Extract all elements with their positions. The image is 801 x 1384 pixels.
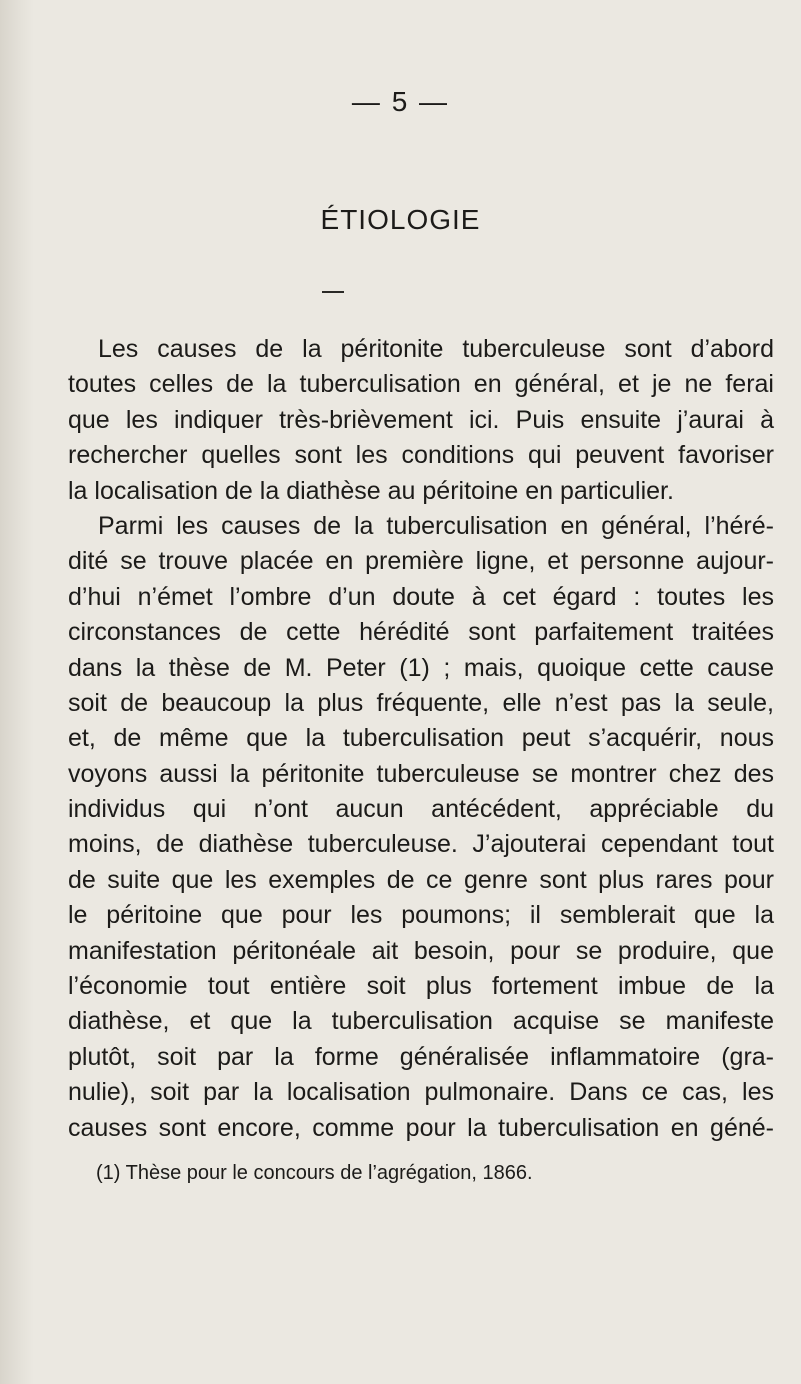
text-line: causes sont encore, comme pour la tuberculisation en géné-	[68, 1113, 774, 1142]
text-line: Les causes de la péritonite tuberculeuse sont d’abord	[98, 335, 774, 363]
text-line: voyons aussi la péritonite tuberculeuse se montrer chez des	[68, 759, 774, 788]
text-line: d’hui n’émet l’ombre d’un doute à cet égard : toutes les	[68, 582, 774, 611]
text-line: moins, de diathèse tuberculeuse. J’ajouterai cependant tout	[68, 830, 774, 859]
text-line: et, de même que la tuberculisation peut s’acquérir, nous	[68, 724, 774, 753]
text-line: l’économie tout entière soit plus fortement imbue de la	[68, 972, 774, 1001]
page-number: — 5 —	[351, 86, 450, 117]
text-line: rechercher quelles sont les conditions qui peuvent favoriser	[68, 441, 774, 470]
text-line: dans la thèse de M. Peter (1) ; mais, quoique cette cause	[68, 653, 774, 682]
text-line: plutôt, soit par la forme généralisée inflammatoire (gra-	[68, 1042, 774, 1071]
title-divider	[322, 291, 344, 293]
text-line: toutes celles de la tuberculisation en général, et je ne ferai	[68, 370, 774, 399]
chapter-title: ÉTIOLOGIE	[320, 204, 481, 235]
text-line: de suite que les exemples de ce genre sont plus rares pour	[68, 865, 774, 894]
text-line: Parmi les causes de la tuberculisation en général, l’héré-	[98, 511, 774, 540]
text-line: la localisation de la diathèse au péritoine en particulier.	[68, 476, 674, 505]
text-line: que les indiquer très-brièvement ici. Puis ensuite j’aurai à	[68, 405, 774, 434]
body-text	[68, 332, 774, 1146]
text-line: manifestation péritonéale ait besoin, pour se produire, que	[68, 936, 774, 965]
text-line: individus qui n’ont aucun antécédent, appréciable du	[68, 795, 774, 824]
text-line: dité se trouve placée en première ligne, et personne aujour-	[68, 547, 774, 576]
text-line: soit de beaucoup la plus fréquente, elle n’est pas la seule,	[68, 688, 774, 717]
text-line: diathèse, et que la tuberculisation acquise se manifeste	[68, 1007, 774, 1036]
footnote: (1) Thèse pour le concours de l’agrégation, 1866.	[96, 1162, 533, 1184]
text-line: nulie), soit par la localisation pulmonaire. Dans ce cas, les	[68, 1078, 774, 1107]
text-line: circonstances de cette hérédité sont parfaitement traitées	[68, 618, 774, 647]
text-line: le péritoine que pour les poumons; il semblerait que la	[68, 901, 774, 930]
